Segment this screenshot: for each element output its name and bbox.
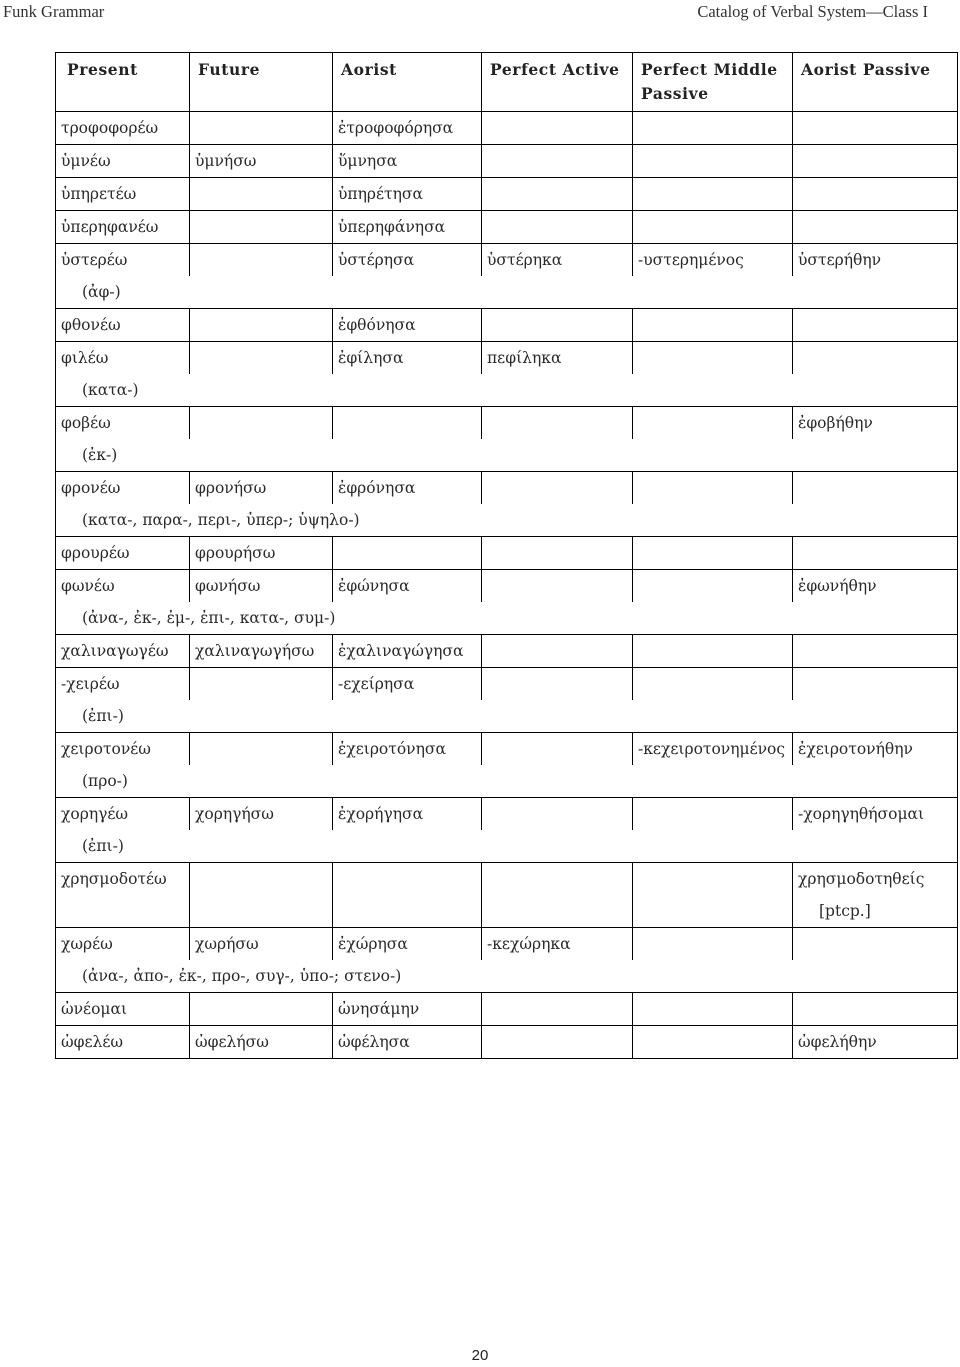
table-row [56, 668, 958, 701]
compound-prefixes: (ἐπι-) [56, 830, 958, 863]
compound-prefixes: (ἐκ-) [56, 439, 958, 472]
cell-aorist-passive [793, 342, 958, 375]
running-head-title: Funk Grammar [3, 2, 105, 21]
cell-aorist: ἐτροφοφόρησα [333, 112, 482, 145]
compounds-row [56, 700, 958, 733]
cell-perfect-active: -κεχώρηκα [482, 928, 633, 961]
cell-perfect-active [482, 537, 633, 570]
cell-aorist-passive: ἐφοβήθην [793, 407, 958, 440]
cell-aorist-passive [793, 635, 958, 668]
cell-perfect-active [482, 863, 633, 896]
compound-prefixes: (προ-) [56, 765, 958, 798]
verb-rows [56, 112, 958, 1059]
column-header-perfect-middle-passive: Perfect Middle Passive [633, 53, 793, 112]
table-row [56, 537, 958, 570]
cell-perfect-active: πεφίληκα [482, 342, 633, 375]
table-row [56, 1026, 958, 1059]
cell-future [190, 733, 333, 766]
cell-perfect-middle-passive [633, 342, 793, 375]
cell-future [190, 342, 333, 375]
table-row [56, 211, 958, 244]
cell-present: ὑπερηφανέω [56, 211, 190, 244]
cell-aorist-passive: ἐφωνήθην [793, 570, 958, 603]
compounds-row [56, 374, 958, 407]
cell-aorist-passive: -χορηγηθήσομαι [793, 798, 958, 831]
cell-present: φρονέω [56, 472, 190, 505]
cell-perfect-middle-passive [633, 178, 793, 211]
cell-present: φθονέω [56, 309, 190, 342]
compound-prefixes: (κατα-, παρα-, περι-, ὑπερ-; ὑψηλο-) [56, 504, 958, 537]
column-header-present: Present [56, 53, 190, 112]
cell-perfect-active: ὑστέρηκα [482, 244, 633, 277]
cell-aorist: ἐχώρησα [333, 928, 482, 961]
table-row [56, 993, 958, 1026]
cell-present: χρησμοδοτέω [56, 863, 190, 896]
cell-present: χορηγέω [56, 798, 190, 831]
cell-aorist: ἐφώνησα [333, 570, 482, 603]
cell-future [190, 309, 333, 342]
cell-present: φωνέω [56, 570, 190, 603]
table-row [56, 570, 958, 603]
column-header-aorist-passive: Aorist Passive [793, 53, 958, 112]
cell-present: χειροτονέω [56, 733, 190, 766]
table-row [56, 733, 958, 766]
cell-perfect-middle-passive [633, 407, 793, 440]
table-row [56, 145, 958, 178]
table-row [56, 112, 958, 145]
cell-future: φρονήσω [190, 472, 333, 505]
aorist-passive-note: [ptcp.] [793, 895, 958, 928]
cell-aorist: ὕμνησα [333, 145, 482, 178]
compounds-row [56, 765, 958, 798]
running-head-section: Catalog of Verbal System—Class I [697, 2, 928, 21]
compounds-row [56, 830, 958, 863]
cell-aorist-passive [793, 472, 958, 505]
cell-aorist: ἐφρόνησα [333, 472, 482, 505]
cell-aorist: ὠνησάμην [333, 993, 482, 1026]
table-row [56, 472, 958, 505]
cell-perfect-middle-passive [633, 570, 793, 603]
cell-present: ὠνέομαι [56, 993, 190, 1026]
cell-perfect-middle-passive [633, 863, 793, 896]
cell-perfect-middle-passive [633, 309, 793, 342]
cell-future: ὑμνήσω [190, 145, 333, 178]
cell-aorist: -εχείρησα [333, 668, 482, 701]
cell-perfect-active [482, 668, 633, 701]
cell-perfect-middle-passive [633, 928, 793, 961]
compounds-row [56, 439, 958, 472]
cell-aorist-passive: ἐχειροτονήθην [793, 733, 958, 766]
cell-aorist-passive [793, 993, 958, 1026]
cell-perfect-active [482, 570, 633, 603]
cell-perfect-middle-passive [633, 537, 793, 570]
cell-perfect-middle-passive [633, 472, 793, 505]
compounds-row [56, 960, 958, 993]
cell-future: χορηγήσω [190, 798, 333, 831]
cell-aorist-passive [793, 145, 958, 178]
cell-future [190, 112, 333, 145]
compounds-row [56, 602, 958, 635]
table-row-note [56, 895, 958, 928]
cell-future: χωρήσω [190, 928, 333, 961]
cell-perfect-active [482, 178, 633, 211]
cell-perfect-middle-passive [633, 1026, 793, 1059]
cell-future [190, 668, 333, 701]
empty-cell [190, 895, 333, 928]
cell-future [190, 211, 333, 244]
table-row [56, 178, 958, 211]
cell-aorist: ὑστέρησα [333, 244, 482, 277]
table-row [56, 863, 958, 896]
cell-aorist: ὠφέλησα [333, 1026, 482, 1059]
cell-aorist-passive [793, 309, 958, 342]
cell-future: χαλιναγωγήσω [190, 635, 333, 668]
cell-aorist: ὑπερηφάνησα [333, 211, 482, 244]
cell-perfect-active [482, 407, 633, 440]
cell-aorist-passive [793, 211, 958, 244]
cell-present: ὑπηρετέω [56, 178, 190, 211]
cell-aorist: ἐχορήγησα [333, 798, 482, 831]
column-header-future: Future [190, 53, 333, 112]
cell-perfect-active [482, 211, 633, 244]
cell-perfect-middle-passive: -υστερημένος [633, 244, 793, 277]
cell-aorist: ἐφθόνησα [333, 309, 482, 342]
cell-aorist [333, 863, 482, 896]
table-header-row [56, 53, 958, 112]
compound-prefixes: (ἀφ-) [56, 276, 958, 309]
empty-cell [633, 895, 793, 928]
cell-present: φοβέω [56, 407, 190, 440]
cell-future [190, 244, 333, 277]
cell-future: φρουρήσω [190, 537, 333, 570]
cell-perfect-active [482, 145, 633, 178]
cell-present: φρουρέω [56, 537, 190, 570]
cell-present: χαλιναγωγέω [56, 635, 190, 668]
cell-perfect-middle-passive [633, 635, 793, 668]
cell-aorist-passive [793, 178, 958, 211]
cell-aorist-passive [793, 112, 958, 145]
cell-aorist: ἐχειροτόνησα [333, 733, 482, 766]
table-row [56, 407, 958, 440]
cell-present: τροφοφορέω [56, 112, 190, 145]
cell-perfect-active [482, 112, 633, 145]
cell-perfect-active [482, 733, 633, 766]
cell-present: ὑμνέω [56, 145, 190, 178]
table-row [56, 635, 958, 668]
compounds-row [56, 504, 958, 537]
cell-perfect-middle-passive [633, 993, 793, 1026]
column-header-aorist: Aorist [333, 53, 482, 112]
cell-perfect-middle-passive: -κεχειροτονημένος [633, 733, 793, 766]
compound-prefixes: (ἀνα-, ἀπο-, ἐκ-, προ-, συγ-, ὑπο-; στενο-) [56, 960, 958, 993]
cell-future: ὠφελήσω [190, 1026, 333, 1059]
cell-aorist: ἐχαλιναγώγησα [333, 635, 482, 668]
table-row [56, 342, 958, 375]
cell-present: ὠφελέω [56, 1026, 190, 1059]
page-number: 20 [471, 1347, 489, 1364]
compounds-row [56, 276, 958, 309]
compound-prefixes: (κατα-) [56, 374, 958, 407]
cell-aorist [333, 537, 482, 570]
cell-perfect-active [482, 993, 633, 1026]
cell-present: ὑστερέω [56, 244, 190, 277]
cell-aorist-passive: ὠφελήθην [793, 1026, 958, 1059]
cell-aorist-passive [793, 668, 958, 701]
compound-prefixes: (ἐπι-) [56, 700, 958, 733]
running-head [0, 2, 960, 24]
cell-perfect-middle-passive [633, 145, 793, 178]
cell-present: χωρέω [56, 928, 190, 961]
empty-cell [482, 895, 633, 928]
cell-present: φιλέω [56, 342, 190, 375]
cell-perfect-middle-passive [633, 211, 793, 244]
empty-cell [333, 895, 482, 928]
cell-perfect-active [482, 309, 633, 342]
cell-future [190, 407, 333, 440]
cell-perfect-active [482, 1026, 633, 1059]
table-row [56, 309, 958, 342]
cell-aorist-passive: χρησμοδοτηθείς [793, 863, 958, 896]
cell-present: -χειρέω [56, 668, 190, 701]
cell-perfect-middle-passive [633, 798, 793, 831]
cell-perfect-active [482, 635, 633, 668]
table-row [56, 244, 958, 277]
cell-perfect-active [482, 472, 633, 505]
cell-aorist: ὑπηρέτησα [333, 178, 482, 211]
column-header-perfect-active: Perfect Active [482, 53, 633, 112]
cell-future: φωνήσω [190, 570, 333, 603]
cell-perfect-middle-passive [633, 112, 793, 145]
cell-aorist [333, 407, 482, 440]
cell-aorist-passive: ὑστερήθην [793, 244, 958, 277]
cell-future [190, 863, 333, 896]
cell-future [190, 178, 333, 211]
cell-perfect-middle-passive [633, 668, 793, 701]
compound-prefixes: (ἀνα-, ἐκ-, ἐμ-, ἐπι-, κατα-, συμ-) [56, 602, 958, 635]
empty-cell [56, 895, 190, 928]
cell-future [190, 993, 333, 1026]
cell-aorist-passive [793, 537, 958, 570]
verbal-system-table [55, 52, 958, 1059]
cell-perfect-active [482, 798, 633, 831]
table-row [56, 928, 958, 961]
cell-aorist-passive [793, 928, 958, 961]
table-row [56, 798, 958, 831]
cell-aorist: ἐφίλησα [333, 342, 482, 375]
